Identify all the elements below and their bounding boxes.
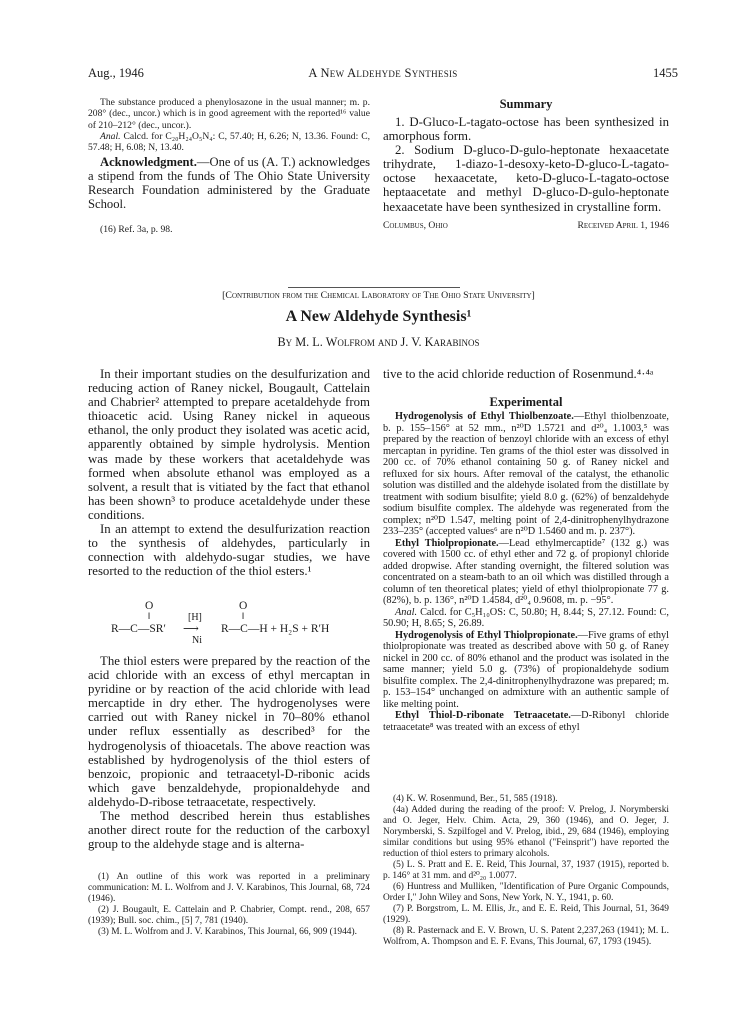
- separator-rule: [288, 287, 460, 288]
- osazone-paragraph: The substance produced a phenylosazone in the usual manner; m. p. 208° (dec., uncor.) which is in good agreement with the reported¹⁶ value of 210–212° (dec., uncor.).: [88, 97, 370, 131]
- intro-paragraph: In their important studies on the desulfurization and reducing action of Raney nickel, Bougault, Cattelain and Chabrier² attempted to prepare acetaldehyde from thioacetic acid. Using Raney nickel in aqueous ethanol, the only product they isolated was acetic acid, apparently obtained by simple hydrolysis. Mention was made by these workers that acetaldehyde was formed when absolute ethanol was employed as a solvent, a result that is vitiated by the fact that ethanol has been shown³ to produce acetaldehyde under these conditions.: [88, 367, 370, 522]
- footnote-16: (16) Ref. 3a, p. 98.: [100, 224, 173, 235]
- left-column-body-2: [88, 654, 370, 851]
- experiment-propionate-prep: [383, 538, 669, 607]
- preparation-paragraph: The thiol esters were prepared by the reaction of the acid chloride with an excess of ethyl mercaptan in pyridine or by reaction of the acid chloride with lead mercaptide in dry ether. The hydrogenolyses were carried out with Raney nickel in 70–80% ethanol under reflux essentially as described³ for the hydrogenolysis of thioacetals. The above reaction was established by hydrogenolysis of the thiol esters of benzoic, propionic and tetraacetyl-D-ribonic acids which gave benzaldehyde, propionaldehyde and aldehydo-D-ribose tetraacetate, respectively.: [88, 654, 370, 809]
- received-date: Received April 1, 1946: [577, 219, 669, 231]
- experiment-propionate-hydrogenolysis-label: Hydrogenolysis of Ethyl Thiolpropionate.: [395, 629, 578, 641]
- location: Columbus, Ohio: [383, 219, 448, 231]
- double-bond-right: ‖: [242, 611, 245, 621]
- products: R—C—H + H₂S + R′H: [221, 623, 330, 635]
- experiment-benzoate-text: —Ethyl thiolbenzoate, b. p. 155–156° at 52 mm., n²⁰D 1.5721 and d²⁰₄ 1.1003,⁵ was prepared by the reaction of benzoyl chloride with an excess of ethyl mercaptan in pyridine. Ten grams of the thiol ester was dissolved in 200 cc. of 70% ethanol containing 50 g. of Raney nickel and refluxed for six hours. After removal of the catalyst, the ethanolic solution was distilled and the aldehyde isolated from the distillate by treatment with sodium bisulfite; yield 8.0 g. (62%) of benzaldehyde sodium bisulfite complex. The aldehyde was regenerated from the complex; n²⁰D 1.547, melting point of 2,4-dinitrophenylhydrazone 233–235° (accepted values⁶ are n²⁰D 1.5460 and m. p. 237°).: [383, 411, 669, 537]
- propionate-analysis: [383, 607, 669, 630]
- experiment-ribonate-label: Ethyl Thiol-D-ribonate Tetraacetate.: [395, 710, 571, 721]
- method-paragraph: The method described herein thus establishes another direct route for the reduction of the carboxyl group to the aldehyde stage and is alterna-: [88, 809, 370, 852]
- reaction-equation: [88, 600, 370, 654]
- footnote-4: (4) K. W. Rosenmund, Ber., 51, 585 (1918).: [393, 794, 558, 804]
- propionate-anal-text: Calcd. for C₅H₁₀OS: C, 50.80; H, 8.44; S, 27.12. Found: C, 50.90; H, 8.65; S, 26.89.: [383, 606, 670, 629]
- experiment-propionate-prep-text: —Lead ethylmercaptide⁷ (132 g.) was covered with 1500 cc. of ethyl ether and 72 g. of propionyl chloride added dropwise. After standing overnight, the filtered solution was concentrated on a steam-bath to an oil which was distilled through a column of ten theoretical plates; yield of ethyl thiolpropionate 77 g. (82%), b. p. 136°, n²⁰D 1.4584, d²⁰₄ 0.9608, m. p. −95°.: [383, 537, 669, 606]
- header-page-number: 1455: [653, 66, 678, 80]
- experiment-propionate-hydrogenolysis-text: —Five grams of ethyl thiolpropionate was treated as described above with 50 g. of Raney nickel in 200 cc. of 80% ethanol and the product was isolated in the same manner; yield 5.0 g. (73%) of propionaldehyde sodium bisulfite complex. The 2,4-dinitrophenylhydrazone was prepared; m. p. 153–154° unchanged on admixture with an authentic sample of like melting point.: [383, 629, 670, 710]
- summary-item-2: 2. Sodium D-gluco-D-gulo-heptonate hexaacetate trihydrate, 1-diazo-1-desoxy-keto-D-gluco-L-tagato-octose hexaacetate, keto-D-gluco-L-tagato-octose heptaacetate and methyl D-gluco-D-gulo-heptonate hexaacetate have been synthesized in crystalline form.: [383, 143, 669, 214]
- contribution-line: [Contribution from the Chemical Laboratory of The Ohio State University]: [222, 290, 535, 301]
- experiment-ribonate: [383, 710, 669, 733]
- header-title: A New Aldehyde Synthesis: [308, 66, 458, 80]
- footnote-8: (8) R. Pasternack and E. V. Brown, U. S. Patent 2,237,263 (1941); M. L. Wolfrom, A. Thompson and E. F. Evans, This Journal, 67, 1793 (1945).: [383, 926, 669, 947]
- footnote-2: (2) J. Bougault, E. Cattelain and P. Chabrier, Compt. rend., 208, 657 (1939); Bull. soc. chim., [5] 7, 781 (1940).: [88, 905, 370, 926]
- analysis-text: Calcd. for C₂₀H₂₄O₅N₄: C, 57.40; H, 6.26; N, 13.36. Found: C, 57.48; H, 6.08; N, 13.40.: [88, 130, 370, 154]
- experimental-heading: Experimental: [489, 395, 563, 409]
- summary-footer: [383, 220, 669, 234]
- right-footnotes: [383, 794, 669, 948]
- footnote-6: (6) Huntress and Mulliken, "Identification of Pure Organic Compounds, Order I," John Wiley and Sons, New York, N. Y., 1941, p. 60.: [383, 882, 669, 903]
- acknowledgment-text: —One of us (A. T.) acknowledges a stipend from the funds of The Ohio State University Research Foundation administered by the Graduate School.: [88, 155, 370, 211]
- left-footnotes: [88, 872, 370, 938]
- running-header: [88, 66, 678, 84]
- experiment-propionate-prep-label: Ethyl Thiolpropionate.: [395, 537, 499, 549]
- extension-paragraph: In an attempt to extend the desulfurization reaction to the synthesis of aldehydes, particularly in connection with aldehydo-sugar studies, we have resorted to the reduction of the thiol esters.¹: [88, 522, 370, 579]
- rosenmund-continuation: tive to the acid chloride reduction of Rosenmund.⁴·⁴ᵃ: [383, 367, 654, 381]
- footnote-4a: (4a) Added during the reading of the proof: V. Prelog, J. Norymberski and O. Jeger, Helv. Chim. Acta, 29, 360 (1946), and O. Jeger, J. Norymberski, S. Szpilfogel and V. Prelog, ibid., 29, 684 (1946), employing similar conditions but using 95% ethanol ("Feinsprit") have reported the reduction of thiol esters to primary alcohols.: [383, 805, 669, 859]
- reactant-thiol-ester: R—C—SR′: [111, 623, 166, 635]
- reaction-arrow: ⟶: [183, 623, 199, 635]
- left-column-body: [88, 367, 370, 578]
- double-bond-left: ‖: [148, 611, 151, 621]
- right-column-top: [383, 367, 669, 381]
- footnote-5: (5) L. S. Pratt and E. E. Reid, This Journal, 37, 1937 (1915), reported b. p. 146° at 31 mm. and d²⁰₂₀ 1.0077.: [383, 860, 669, 881]
- carbonyl-oxygen-left: O: [145, 600, 154, 612]
- footnote-7: (7) P. Borgstrom, L. M. Ellis, Jr., and E. E. Reid, This Journal, 51, 3649 (1929).: [383, 904, 669, 925]
- footnote-3: (3) M. L. Wolfrom and J. V. Karabinos, This Journal, 66, 909 (1944).: [98, 927, 357, 937]
- experiment-benzoate: [383, 411, 669, 538]
- reagent-hydrogen: [H]: [188, 612, 202, 623]
- acknowledgment-label: Acknowledgment.: [100, 155, 197, 169]
- experimental-body: [383, 411, 669, 733]
- summary-body: [383, 115, 669, 214]
- carbonyl-oxygen-right: O: [239, 600, 248, 612]
- catalyst-nickel: Ni: [192, 635, 202, 646]
- article-authors: By M. L. Wolfrom and J. V. Karabinos: [277, 335, 480, 349]
- experiment-propionate-hydrogenolysis: [383, 630, 669, 711]
- propionate-anal-label: Anal.: [395, 606, 418, 618]
- experiment-benzoate-label: Hydrogenolysis of Ethyl Thiolbenzoate.: [395, 411, 574, 422]
- summary-heading: Summary: [499, 97, 553, 111]
- article-title: A New Aldehyde Synthesis¹: [285, 308, 472, 325]
- header-date: Aug., 1946: [88, 66, 144, 80]
- anal-label: Anal.: [100, 130, 121, 142]
- experiment-ribonate-text: —D-Ribonyl chloride tetraacetate⁸ was treated with an excess of ethyl: [383, 710, 670, 733]
- summary-section: [383, 97, 669, 234]
- footnote-1: (1) An outline of this work was reported in a preliminary communication: M. L. Wolfrom and J. V. Karabinos, This Journal, 68, 724 (1946).: [88, 872, 370, 904]
- previous-article-tail: [88, 97, 370, 153]
- acknowledgment: [88, 155, 370, 211]
- summary-item-1: 1. D-Gluco-L-tagato-octose has been synthesized in amorphous form.: [383, 115, 669, 144]
